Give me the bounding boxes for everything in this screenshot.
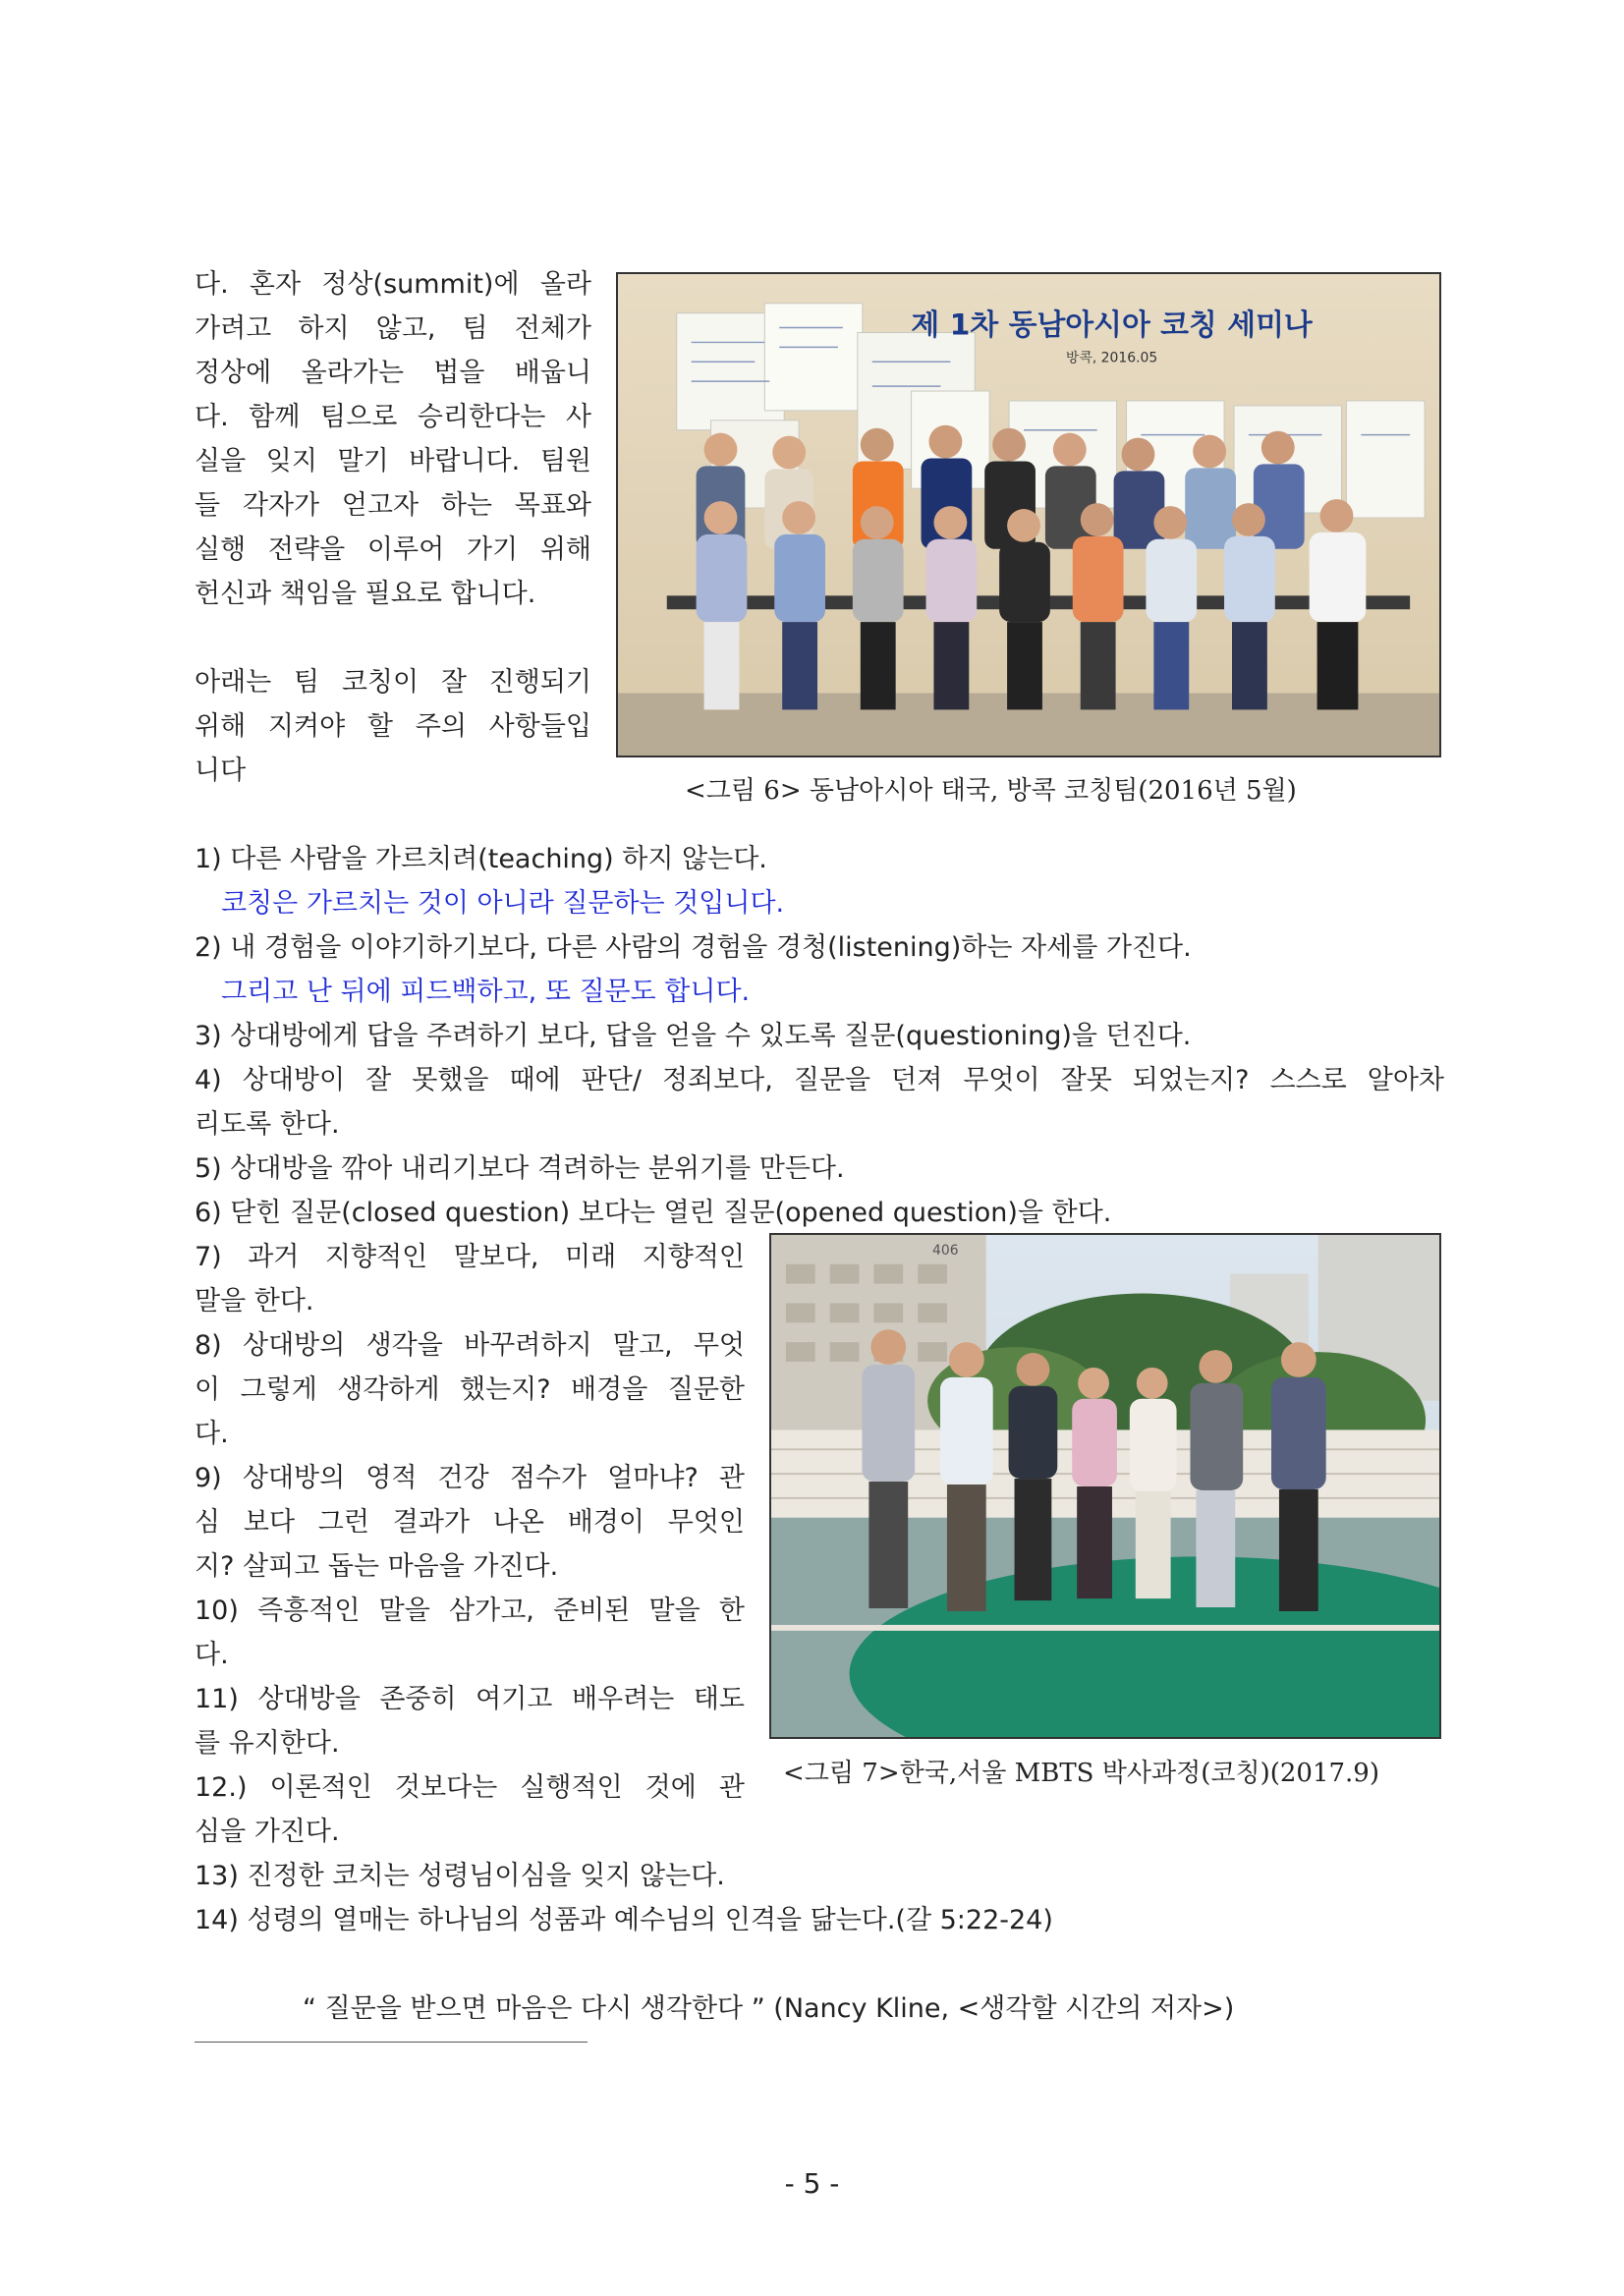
figure-7-caption: <그림 7>한국,서울 MBTS 박사과정(코칭)(2017.9): [783, 1759, 1379, 1788]
intro-line: 정상에 올라가는 법을 배웁니: [195, 358, 591, 388]
list-item: 심 보다 그런 결과가 나온 배경이 무엇인: [195, 1507, 745, 1538]
intro-line: 가려고 하지 않고, 팀 전체가: [195, 313, 591, 344]
list-item: 이 그렇게 생각하게 했는지? 배경을 질문한: [195, 1374, 745, 1405]
outdoor-photo-image: [771, 1235, 1439, 1737]
list-item: 지? 살피고 돕는 마음을 가진다.: [195, 1551, 559, 1582]
closing-quote: “ 질문을 받으면 마음은 다시 생각한다 ” (Nancy Kline, <생각할 시간의 저자>): [303, 1993, 1235, 2024]
footnote-divider: [195, 2042, 588, 2043]
figure-7-photo: [769, 1233, 1441, 1739]
intro-line: 다. 혼자 정상(summit)에 올라: [195, 269, 591, 300]
banner-subtitle: 방콕, 2016.05: [1065, 350, 1158, 366]
list-item: 12.) 이론적인 것보다는 실행적인 것에 관: [195, 1772, 745, 1803]
list-item: 13) 진정한 코치는 성령님이심을 잊지 않는다.: [195, 1861, 725, 1891]
intro-line: 다. 함께 팀으로 승리한다는 사: [195, 402, 591, 432]
list-item: 말을 한다.: [195, 1286, 314, 1316]
list-item: 7) 과거 지향적인 말보다, 미래 지향적인: [195, 1242, 745, 1272]
list-item: 다.: [195, 1640, 229, 1670]
list-item: 8) 상대방의 생각을 바꾸려하지 말고, 무엇: [195, 1330, 745, 1361]
list-item: 1) 다른 사람을 가르치려(teaching) 하지 않는다.: [195, 844, 767, 874]
figure-6-photo: [616, 272, 1441, 757]
list-item: 9) 상대방의 영적 건강 점수가 얼마냐? 관: [195, 1463, 745, 1493]
figure-6-caption: <그림 6> 동남아시아 태국, 방콕 코칭팀(2016년 5월): [685, 776, 1297, 806]
page-number: - 5 -: [784, 2167, 840, 2200]
list-item: 심을 가진다.: [195, 1817, 340, 1847]
list-item: 다.: [195, 1419, 229, 1449]
list-item-note: 그리고 난 뒤에 피드백하고, 또 질문도 합니다.: [221, 977, 751, 1007]
list-item: 10) 즉흥적인 말을 삼가고, 준비된 말을 한: [195, 1596, 745, 1626]
notice-line: 니다: [195, 756, 247, 786]
intro-line: 들 각자가 얻고자 하는 목표와: [195, 490, 591, 521]
banner-title: 제 1차 동남아시아 코칭 세미나: [911, 308, 1313, 343]
list-item: 3) 상대방에게 답을 주려하기 보다, 답을 얻을 수 있도록 질문(questioning)을 던진다.: [195, 1021, 1192, 1051]
list-item: 리도록 한다.: [195, 1109, 340, 1140]
list-item: 를 유지한다.: [195, 1728, 340, 1759]
list-item: 4) 상대방이 잘 못했을 때에 판단/ 정죄보다, 질문을 던져 무엇이 잘못 되었는지? 스스로 알아차: [195, 1065, 1444, 1095]
notice-line: 위해 지켜야 할 주의 사항들입: [195, 711, 591, 742]
building-number: 406: [932, 1242, 959, 1259]
intro-line: 실행 전략을 이루어 가기 위해: [195, 534, 591, 565]
list-item: 2) 내 경험을 이야기하기보다, 다른 사람의 경험을 경청(listening)하는 자세를 가진다.: [195, 932, 1192, 963]
list-item: 5) 상대방을 깎아 내리기보다 격려하는 분위기를 만든다.: [195, 1153, 845, 1184]
intro-line: 헌신과 책임을 필요로 합니다.: [195, 579, 536, 609]
list-item: 14) 성령의 열매는 하나님의 성품과 예수님의 인격을 닮는다.(갈 5:22-24): [195, 1905, 1053, 1935]
notice-line: 아래는 팀 코칭이 잘 진행되기: [195, 667, 591, 698]
list-item: 6) 닫힌 질문(closed question) 보다는 열린 질문(opened question)을 한다.: [195, 1198, 1112, 1228]
intro-line: 실을 잊지 말기 바랍니다. 팀원: [195, 446, 591, 476]
list-item: 11) 상대방을 존중히 여기고 배우려는 태도: [195, 1684, 745, 1714]
group-photo-image: [618, 274, 1439, 756]
list-item-note: 코칭은 가르치는 것이 아니라 질문하는 것입니다.: [221, 888, 785, 919]
